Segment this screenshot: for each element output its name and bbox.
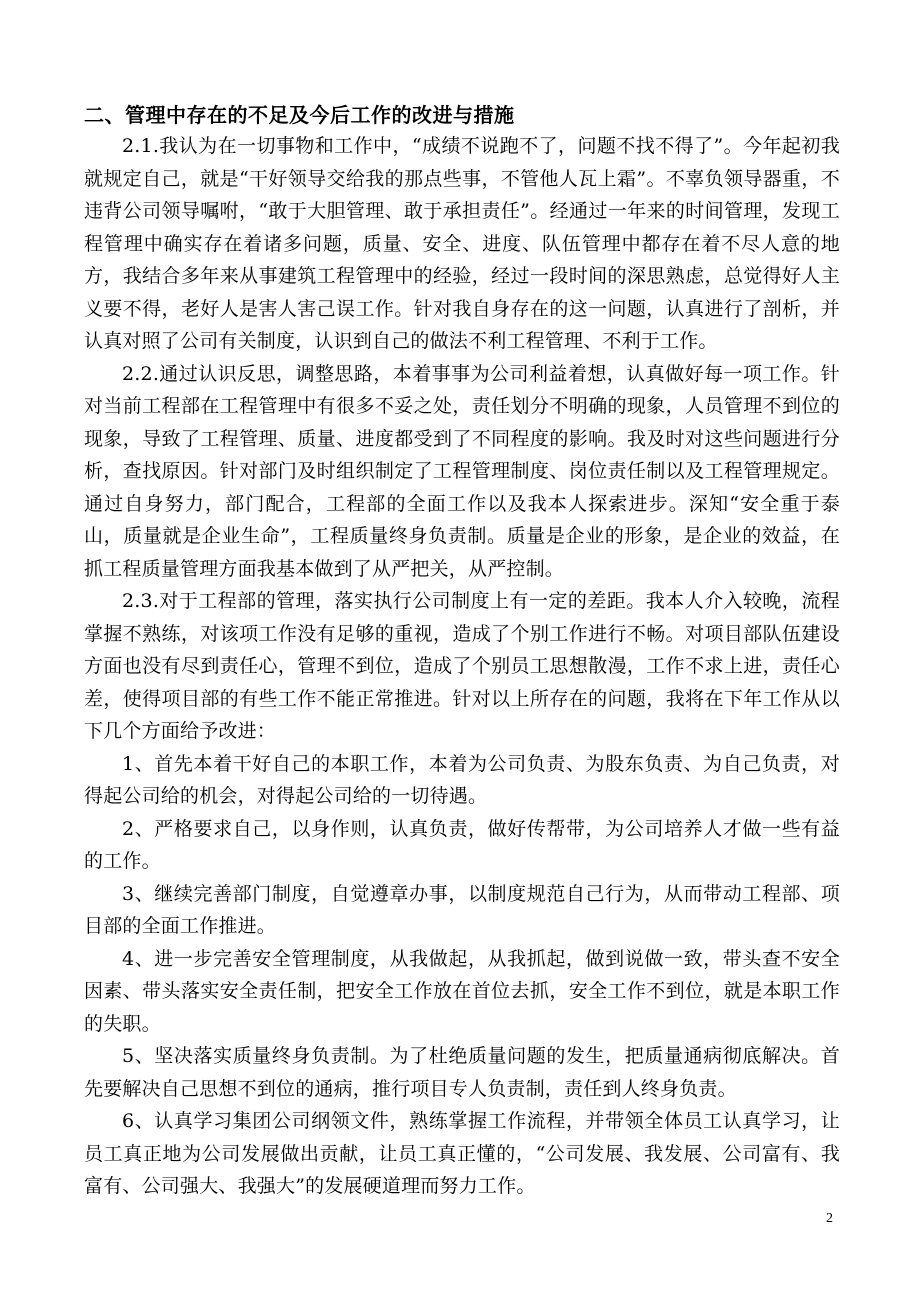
improvement-item-4: 4、进一步完善安全管理制度，从我做起，从我抓起，做到说做一致，带头查不安全因素、带头落实安全责任制，把安全工作放在首位去抓，安全工作不到位，就是本职工作的失职。 — [84, 947, 840, 1035]
improvement-item-5: 5、坚决落实质量终身负责制。为了杜绝质量问题的发生，把质量通病彻底解决。首先要解决自己思想不到位的通病，推行项目专人负责制，责任到人终身负责。 — [84, 1045, 840, 1100]
section-heading: 二、管理中存在的不足及今后工作的改进与措施 — [84, 103, 515, 127]
page-number: 2 — [826, 1211, 833, 1226]
improvement-item-6: 6、认真学习集团公司纲领文件，熟练掌握工作流程，并带领全体员工认真学习，让员工真正地为公司发展做出贡献，让员工真正懂的，“公司发展、我发展、公司富有、我富有、公司强大、我强大”的发展硬道理而努力工作。 — [84, 1110, 840, 1197]
paragraph-2-2: 2.2.通过认识反思，调整思路，本着事事为公司利益着想，认真做好每一项工作。针对当前工程部在工程管理中有很多不妥之处，责任划分不明确的现象，人员管理不到位的现象，导致了工程管理、质量、进度都受到了不同程度的影响。我及时对这些问题进行分析，查找原因。针对部门及时组织制定了工程管理制度、岗位责任制以及工程管理规定。通过自身努力，部门配合，工程部的全面工作以及我本人探索进步。深知“安全重于泰山，质量就是企业生命”，工程质量终身负责制。质量是企业的形象，是企业的效益，在抓工程质量管理方面我基本做到了从严把关，从严控制。 — [84, 362, 840, 580]
improvement-item-2: 2、严格要求自己，以身作则，认真负责，做好传帮带，为公司培养人才做一些有益的工作。 — [84, 817, 840, 872]
improvement-item-1: 1、首先本着干好自己的本职工作，本着为公司负责、为股东负责、为自己负责，对得起公司给的机会，对得起公司给的一切待遇。 — [84, 752, 840, 807]
improvement-item-3: 3、继续完善部门制度，自觉遵章办事，以制度规范自己行为，从而带动工程部、项目部的全面工作推进。 — [84, 882, 840, 937]
document-body — [84, 100, 840, 1203]
paragraph-2-3: 2.3.对于工程部的管理，落实执行公司制度上有一定的差距。我本人介入较晚，流程掌握不熟练，对该项工作没有足够的重视，造成了个别工作进行不畅。对项目部队伍建设方面也没有尽到责任心，管理不到位，造成了个别员工思想散漫，工作不求上进，责任心差，使得项目部的有些工作不能正常推进。针对以上所存在的问题，我将在下年工作从以下几个方面给予改进： — [84, 590, 840, 742]
paragraph-2-1: 2.1.我认为在一切事物和工作中，“成绩不说跑不了，问题不找不得了”。今年起初我就规定自己，就是“干好领导交给我的那点些事，不管他人瓦上霜”。不辜负领导器重，不违背公司领导嘱咐，“敢于大胆管理、敢于承担责任”。经通过一年来的时间管理，发现工程管理中确实存在着诸多问题，质量、安全、进度、队伍管理中都存在着不尽人意的地方，我结合多年来从事建筑工程管理中的经验，经过一段时间的深思熟虑，总觉得好人主义要不得，老好人是害人害己误工作。针对我自身存在的这一问题，认真进行了剖析，并认真对照了公司有关制度，认识到自己的做法不利工程管理、不利于工作。 — [84, 135, 840, 352]
